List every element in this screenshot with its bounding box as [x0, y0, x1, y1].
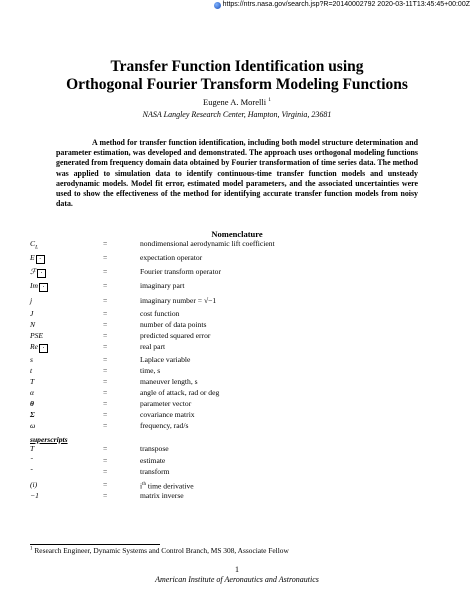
- symbol: J: [30, 309, 34, 318]
- equals-sign: =: [103, 399, 108, 408]
- symbol-subscript: L: [35, 244, 39, 251]
- definition: covariance matrix: [140, 410, 195, 419]
- author-footnote-mark: 1: [268, 97, 271, 104]
- symbol: j: [30, 296, 33, 305]
- argument-box: [39, 344, 48, 353]
- definition: number of data points: [140, 320, 207, 329]
- argument-box: [37, 269, 46, 278]
- symbol: (i): [30, 480, 38, 489]
- equals-sign: =: [103, 253, 108, 262]
- definition: time, s: [140, 366, 161, 375]
- equals-sign: =: [103, 467, 108, 476]
- symbol: $C_L$: [30, 239, 39, 251]
- nomenclature-heading: Nomenclature: [211, 229, 263, 239]
- equals-sign: =: [103, 309, 108, 318]
- equals-sign: =: [103, 491, 108, 500]
- symbol: θ: [30, 399, 34, 408]
- symbol: s: [30, 355, 33, 364]
- symbol: E·: [30, 252, 96, 264]
- paper-title-line-1: Transfer Function Identification using: [110, 58, 364, 75]
- page-footer: American Institute of Aeronautics and Astronautics: [155, 575, 319, 584]
- equals-sign: =: [103, 377, 108, 386]
- definition: expectation operator: [140, 253, 203, 262]
- author-name: Eugene A. Morelli: [203, 97, 267, 107]
- symbol: N: [30, 320, 36, 329]
- equals-sign: =: [103, 281, 108, 290]
- definition: predicted squared error: [140, 331, 211, 340]
- equals-sign: =: [103, 320, 108, 329]
- footnote-rule: [30, 544, 160, 545]
- equals-sign: =: [103, 421, 108, 430]
- symbol: Σ: [30, 410, 35, 419]
- definition: Laplace variable: [140, 355, 191, 364]
- symbol: ℱ·: [30, 266, 96, 278]
- definition: real part: [140, 342, 166, 351]
- equals-sign: =: [103, 480, 108, 489]
- definition: maneuver length, s: [140, 377, 198, 386]
- definition-superscript: th: [142, 482, 147, 487]
- equals-sign: =: [103, 267, 108, 276]
- definition: transform: [140, 467, 170, 476]
- equals-sign: =: [103, 331, 108, 340]
- equals-sign: =: [103, 296, 108, 305]
- equals-sign: =: [103, 444, 108, 453]
- superscripts-heading: superscripts: [30, 435, 68, 444]
- symbol: Re·: [30, 341, 96, 353]
- equals-sign: =: [103, 456, 108, 465]
- page-number: 1: [235, 565, 239, 574]
- definition: transpose: [140, 444, 169, 453]
- equals-sign: =: [103, 239, 108, 248]
- equals-sign: =: [103, 410, 108, 419]
- symbol: ˜: [30, 467, 33, 476]
- equals-sign: =: [103, 366, 108, 375]
- ntrs-url-text[interactable]: https://ntrs.nasa.gov/search.jsp?R=20140002792 2020-03-11T13:45:45+00:00Z: [222, 1, 470, 8]
- equals-sign: =: [103, 388, 108, 397]
- argument-box: [39, 283, 48, 292]
- definition: Fourier transform operator: [140, 267, 221, 276]
- abstract: A method for transfer function identification, including both model structure determination and parameter estimation, was developed and demonstrated. The approach uses orthogonal modeling functions generated from frequency domain data obtained by Fourier transformation of time series data. The method was applied to simulation data to identify continuous-time transfer function models and unsteady aerodynamic models. Model fit error, estimated model parameters, and the associated uncertainties were used to show the effectiveness of the method for identifying accurate transfer function models from noisy data.: [56, 138, 418, 209]
- definition: imaginary number = √−1: [140, 296, 217, 305]
- symbol: Im·: [30, 280, 96, 292]
- definition: imaginary part: [140, 281, 185, 290]
- definition: estimate: [140, 456, 166, 465]
- equals-sign: =: [103, 355, 108, 364]
- symbol: PSE: [30, 331, 44, 340]
- symbol: T: [30, 444, 35, 453]
- definition: nondimensional aerodynamic lift coefficient: [140, 239, 275, 248]
- equals-sign: =: [103, 342, 108, 351]
- footnote-text: Research Engineer, Dynamic Systems and Control Branch, MS 308, Associate Fellow: [34, 546, 289, 555]
- author-line: [0, 97, 474, 107]
- definition: parameter vector: [140, 399, 192, 408]
- paper-title-line-2: Orthogonal Fourier Transform Modeling Functions: [66, 76, 408, 93]
- symbol: −1: [30, 491, 39, 500]
- globe-icon: [214, 2, 221, 9]
- argument-box: [36, 255, 45, 264]
- symbol: t: [30, 366, 33, 375]
- symbol: α: [30, 388, 34, 397]
- definition: $i^{th}$ time derivative: [140, 481, 194, 491]
- symbol: ω: [30, 421, 36, 430]
- footnote: [30, 546, 289, 555]
- footnote-mark: 1: [30, 546, 33, 552]
- symbol: ˆ: [30, 456, 33, 465]
- definition: cost function: [140, 309, 180, 318]
- affiliation: NASA Langley Research Center, Hampton, Virginia, 23681: [142, 110, 332, 119]
- ntrs-url-stamp[interactable]: [214, 0, 470, 10]
- definition: matrix inverse: [140, 491, 184, 500]
- definition: frequency, rad/s: [140, 421, 189, 430]
- symbol: T: [30, 377, 35, 386]
- definition: angle of attack, rad or deg: [140, 388, 220, 397]
